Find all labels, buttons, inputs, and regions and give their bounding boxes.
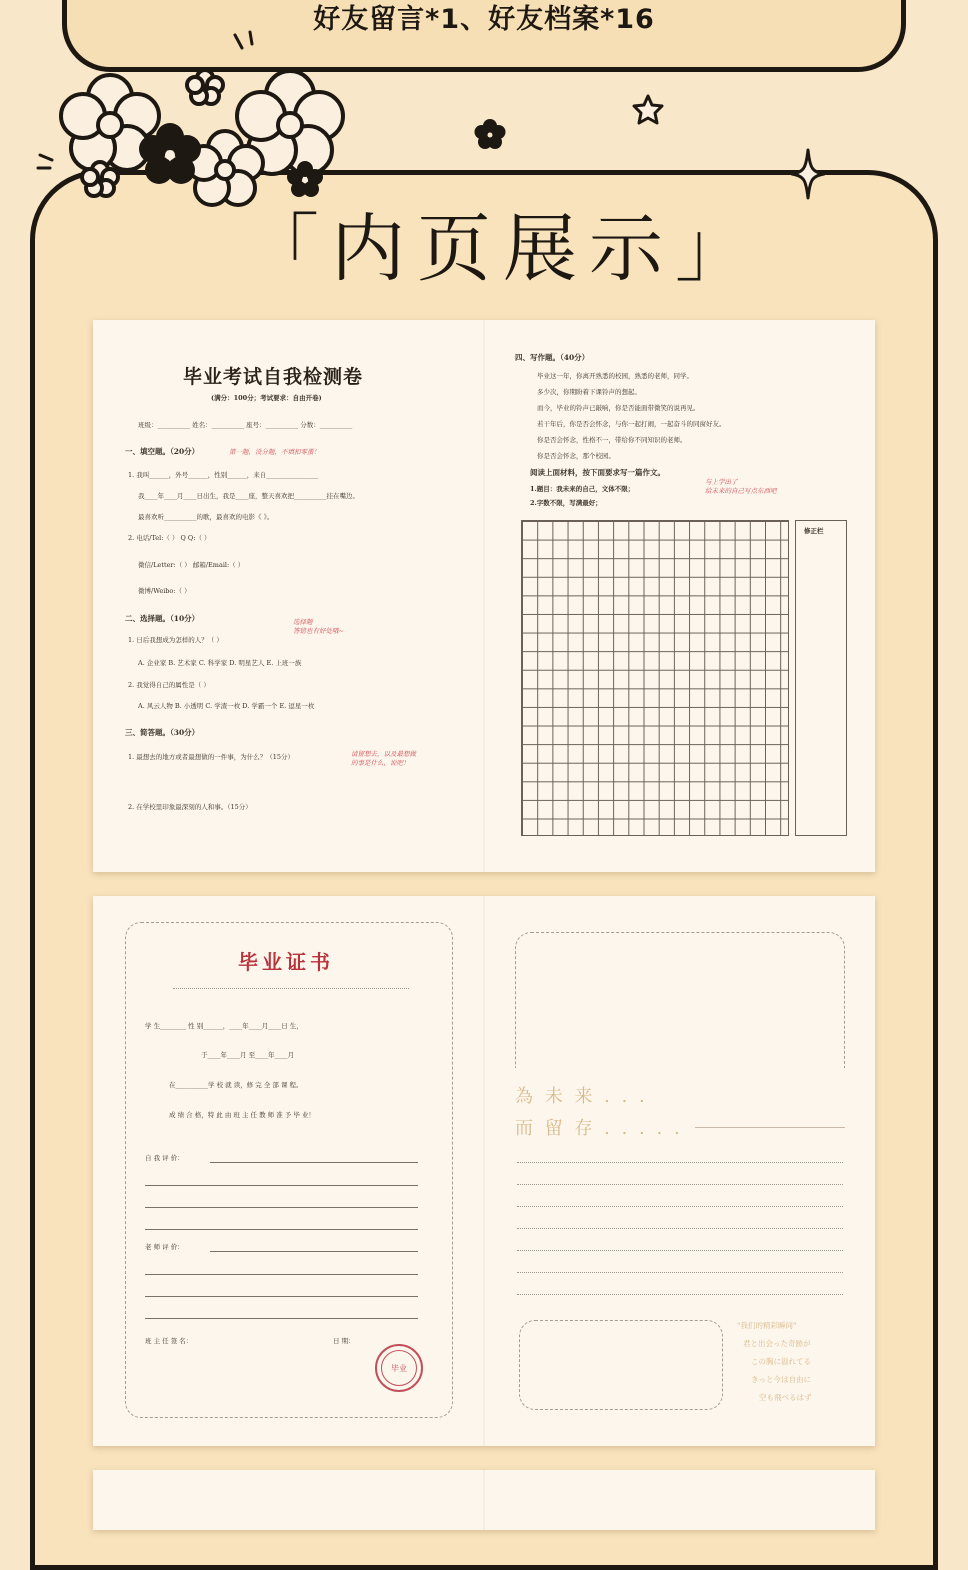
jp-line-2: この胸に溢れてる xyxy=(751,1357,811,1366)
note-line xyxy=(517,1250,843,1251)
future-page xyxy=(485,896,875,1446)
exam-c1-options: A. 企业家 B. 艺术家 C. 科学家 D. 明星艺人 E. 上班一族 xyxy=(138,659,302,667)
section-title: 「内页展示」 xyxy=(245,206,761,292)
seal-inner xyxy=(381,1350,417,1386)
writing-para-2: 多少次，你期盼着下课铃声的想起。 xyxy=(537,388,641,396)
exam-section-3: 三、简答题。（30分） xyxy=(125,728,200,737)
self-eval-line xyxy=(145,1207,418,1208)
future-line-2: 而 留 存 . . . . . xyxy=(515,1118,683,1139)
exam-q1a: 1. 我叫______，外号______，性别______，来自________________ xyxy=(128,471,319,479)
exam-a2: 2. 在学校里印象最深刻的人和事。（15分） xyxy=(128,803,252,811)
writing-para-3: 而今，毕业的铃声已敲响，你是否能面带微笑的说再见。 xyxy=(537,404,700,412)
exam-a1: 1. 最想去的地方或者最想做的一件事，为什么？（15分） xyxy=(128,753,295,761)
header-text: 好友留言*1、好友档案*16 xyxy=(313,4,655,35)
book-gutter xyxy=(483,1470,485,1530)
seal-text: 毕业 xyxy=(391,1363,407,1373)
teacher-eval-label: 老 师 评 价： xyxy=(145,1243,184,1251)
writing-req-1: 1.题目：我未来的自己，文体不限； xyxy=(530,485,635,493)
teacher-eval-line xyxy=(145,1274,418,1275)
note-line xyxy=(517,1228,843,1229)
note-line xyxy=(517,1184,843,1185)
self-eval-line xyxy=(210,1162,418,1163)
photo-frame xyxy=(515,932,845,1068)
writing-para-5: 你是否会怀念，性格不一，带给你不同知识的老师。 xyxy=(537,436,687,444)
writing-page xyxy=(485,320,875,872)
exam-note-1: 第一题，没分题，不填扣零蛋！ xyxy=(229,448,320,456)
exam-c2-options: A. 风云人物 B. 小透明 C. 学渣一枚 D. 学霸一个 E. 逗星一枚 xyxy=(138,702,315,710)
certificate-page xyxy=(93,896,483,1446)
small-photo-frame xyxy=(519,1320,723,1410)
flower-cluster-icon xyxy=(20,30,360,210)
seal-stamp-icon xyxy=(375,1344,423,1392)
exam-c1: 1. 日后我想成为怎样的人？（ ） xyxy=(128,636,223,644)
writing-para-4: 若干年后，你是否会怀念，与你一起打闹，一起奋斗的同窗好友。 xyxy=(537,420,726,428)
star-outline-icon xyxy=(630,92,666,128)
future-divider xyxy=(695,1127,845,1128)
exam-note-2: 选择题 答错也有好处哦~ xyxy=(293,618,344,635)
margin-box xyxy=(795,520,847,836)
exam-section-1: 一、填空题。（20分） xyxy=(125,447,200,456)
note-line xyxy=(517,1272,843,1273)
jp-title: "我们的精彩瞬间" xyxy=(737,1321,797,1330)
certificate-line-1: 学 生________ 性 别______，____年____月____日 生， xyxy=(145,1022,303,1030)
certificate-line-4: 成 绩 合 格，特 此 由 班 主 任 教 师 准 予 毕 业！ xyxy=(169,1111,315,1119)
teacher-eval-line xyxy=(145,1318,418,1319)
exam-q1c: 最喜欢听__________的歌，最喜欢的电影《 》。 xyxy=(138,513,274,521)
self-eval-label: 自 我 评 价： xyxy=(145,1154,184,1162)
teacher-eval-line xyxy=(145,1296,418,1297)
self-eval-line xyxy=(145,1185,418,1186)
small-flower-icon xyxy=(470,115,510,155)
certificate-divider xyxy=(173,988,409,989)
exam-info: 班级：__________ 姓名：__________ 座号：__________ 分数：__________ xyxy=(138,421,353,429)
exam-subtitle: (满分：100分；考试要求：自由开卷) xyxy=(211,394,322,402)
margin-label: 修正栏 xyxy=(804,527,824,535)
writing-task: 阅读上面材料，按下面要求写一篇作文。 xyxy=(530,468,665,477)
exam-q2a: 2. 电话/Tel:（ ） Q Q:（ ） xyxy=(128,534,211,542)
note-line xyxy=(517,1162,843,1163)
writing-section: 四、写作题。（40分） xyxy=(515,353,590,362)
self-eval-line xyxy=(145,1229,418,1230)
future-line-1: 為 未 来 . . . xyxy=(515,1086,648,1107)
note-line xyxy=(517,1206,843,1207)
writing-grid xyxy=(521,520,789,836)
certificate-line-2: 于____年____月 至____年____月 xyxy=(201,1051,295,1059)
spread-next xyxy=(93,1470,875,1530)
writing-para-6: 你是否会怀念，那个校园。 xyxy=(537,452,615,460)
exam-q2c: 微博/Weibo:（ ） xyxy=(138,587,191,595)
exam-q1b: 我____年____月____日出生，我是____座，整天喜欢把__________挂在嘴边。 xyxy=(138,492,359,500)
writing-note: 与上学出了 给未来的自己写点东西吧 xyxy=(705,478,777,495)
certificate-title: 毕业证书 xyxy=(238,950,334,974)
certificate-line-3: 在__________学 校 就 读，修 完 全 部 课 程。 xyxy=(169,1081,303,1089)
exam-page xyxy=(93,320,483,872)
exam-section-2: 二、选择题。（10分） xyxy=(125,614,200,623)
spread-exam xyxy=(93,320,875,872)
jp-line-3: きっと今は自由に xyxy=(751,1375,811,1384)
spread-certificate xyxy=(93,896,875,1446)
teacher-eval-line xyxy=(210,1251,418,1252)
writing-req-2: 2.字数不限，写满最好； xyxy=(530,499,602,507)
writing-para-1: 毕业这一年，你离开熟悉的校园，熟悉的老师，同学。 xyxy=(537,372,693,380)
sign-label: 班 主 任 签 名： xyxy=(145,1337,193,1345)
jp-line-1: 君と出会った奇跡が xyxy=(743,1339,811,1348)
exam-q2b: 微信/Letter:（ ） 邮箱/Email:（ ） xyxy=(138,561,245,569)
jp-line-4: 空も飛べるはず xyxy=(759,1393,812,1402)
date-label: 日 期： xyxy=(333,1337,355,1345)
exam-c2: 2. 我觉得自己的属性是（ ） xyxy=(128,681,210,689)
exam-note-3: 请留想去，以及最想做 的事是什么，说吧！ xyxy=(351,750,416,767)
sparkle-icon xyxy=(790,148,826,200)
note-line xyxy=(517,1294,843,1295)
exam-title: 毕业考试自我检测卷 xyxy=(183,366,364,388)
